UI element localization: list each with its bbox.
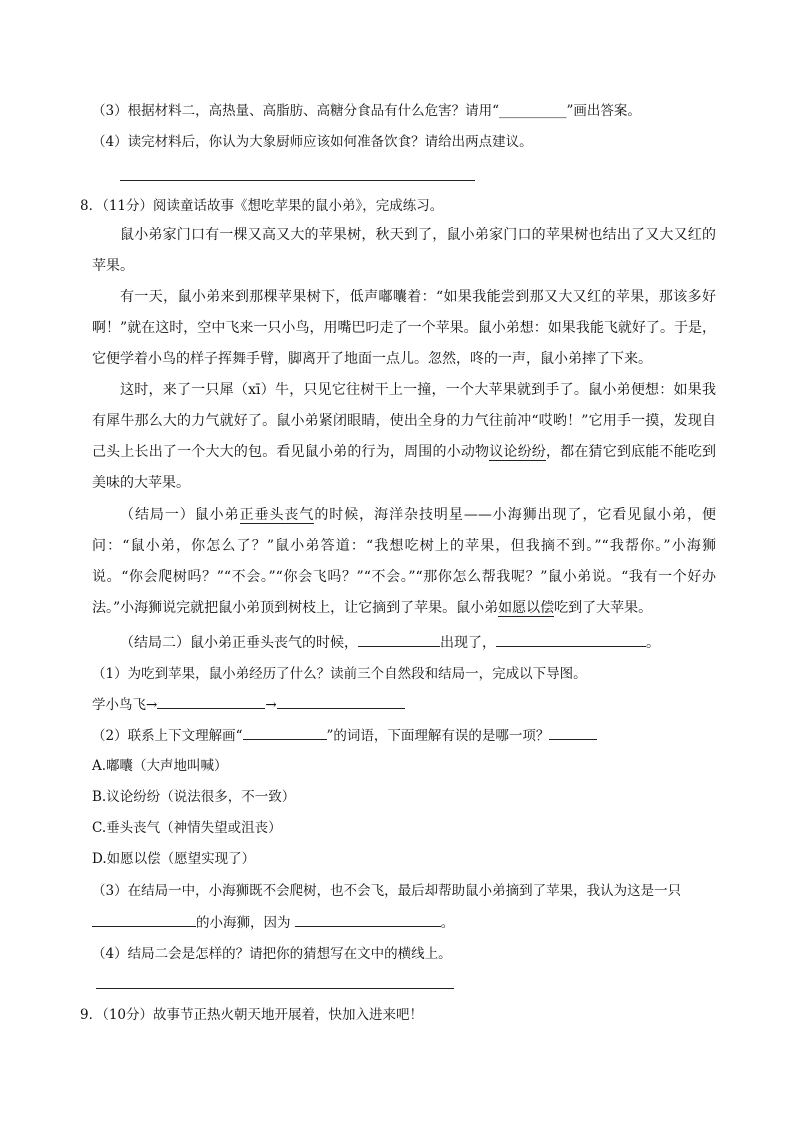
q8-option-a: A.嘟囔（大声地叫喊） bbox=[92, 758, 228, 774]
highlight-yilunfenfen: 议论纷纷 bbox=[489, 444, 546, 460]
q8-sub3-line1: （3）在结局一中，小海狮既不会爬树，也不会飞，最后却帮助鼠小弟摘到了苹果，我认为这是一只 bbox=[92, 883, 682, 899]
q8-sub1: （1）为吃到苹果，鼠小弟经历了什么？读前三个自然段和结局一，完成以下导图。 bbox=[92, 666, 587, 682]
arrow-icon: → bbox=[146, 697, 158, 713]
q8-paragraph-1: 鼠小弟家门口有一棵又高又大的苹果树，秋天到了，鼠小弟家门口的苹果树也结出了又大又红的苹果。 bbox=[92, 227, 716, 274]
q8-flow-chart bbox=[92, 694, 712, 715]
ending2-blank-2[interactable] bbox=[496, 632, 646, 647]
q8-paragraph-3: 这时，来了一只犀（xī）牛，只见它往树干上一撞，一个大苹果就到手了。鼠小弟便想：如果我有犀牛那么大的力气就好了。鼠小弟紧闭眼睛，使出全身的力气往前冲“哎哟！”它用手一摸，发现自己头上长出了一个大大的包。看见鼠小弟的行为，周围的小动物议论纷纷，都在猜它到底能不能吃到美味的大苹果。 bbox=[92, 382, 717, 491]
flow-start: 学小鸟飞 bbox=[92, 697, 146, 713]
q9-header: 9．（10分）故事节正热火朝天地开展着，快加入进来吧！ bbox=[80, 1007, 424, 1023]
q8-sub2: （2）联系上下文理解画“ ”的词语，下面理解有误的是哪一项？ bbox=[92, 725, 712, 746]
q8-option-c: C.垂头丧气（神情失望或沮丧） bbox=[92, 820, 282, 836]
ending2-blank-1[interactable] bbox=[358, 632, 440, 647]
q8-ending-1: （结局一）鼠小弟正垂头丧气的时候，海洋杂技明星——小海狮出现了，它看见鼠小弟，便问：“鼠小弟，你怎么了？”鼠小弟答道：“我想吃树上的苹果，但我摘不到。”“我帮你。”小海狮说。“你会爬树吗？”“不会。”“你会飞吗？”“不会。”“那你怎么帮我呢？”鼠小弟说。“我有一个好办法。”小海狮说完就把鼠小弟顶到树枝上，让它摘到了苹果。鼠小弟如愿以偿吃到了大苹果。 bbox=[92, 507, 717, 616]
flow-blank-1[interactable] bbox=[157, 694, 265, 709]
q8-sub3-line2: 的小海狮，因为 。 bbox=[92, 912, 712, 933]
sub3-blank-1[interactable] bbox=[92, 912, 196, 927]
q8-paragraph-2: 有一天，鼠小弟来到那棵苹果树下，低声嘟囔着：“如果我能尝到那又大又红的苹果，那该多好啊！”就在这时，空中飞来一只小鸟，用嘴巴叼走了一个苹果。鼠小弟想：如果我能飞就好了。于是，它便学着小鸟的样子挥舞手臂，脚离开了地面一点儿。忽然，咚的一声，鼠小弟摔了下来。 bbox=[92, 289, 716, 367]
answer-line-q8[interactable] bbox=[96, 988, 454, 989]
q7-sub4: （4）读完材料后，你认为大象厨师应该如何准备饮食？请给出两点建议。 bbox=[92, 134, 533, 150]
sub2-underline-sample bbox=[243, 725, 327, 740]
highlight-ruyuanyichang: 如愿以偿 bbox=[498, 600, 555, 616]
q8-ending-2: （结局二）鼠小弟正垂头丧气的时候， 出现了， 。 bbox=[92, 632, 712, 653]
highlight-chuitousangqi: 正垂头丧气 bbox=[239, 507, 315, 523]
sub2-answer-blank[interactable] bbox=[549, 725, 597, 740]
sub3-blank-2[interactable] bbox=[295, 912, 441, 927]
answer-line-q7[interactable] bbox=[120, 180, 475, 181]
q8-header: 8．（11分）阅读童话故事《想吃苹果的鼠小弟》，完成练习。 bbox=[80, 198, 444, 214]
flow-blank-2[interactable] bbox=[277, 694, 405, 709]
arrow-icon: → bbox=[265, 697, 277, 713]
q8-option-d: D.如愿以偿（愿望实现了） bbox=[92, 851, 256, 867]
q8-option-b: B.议论纷纷（说法很多，不一致） bbox=[92, 789, 296, 805]
q7-sub3: （3）根据材料二，高热量、高脂肪、高糖分食品有什么危害？请用“__________”画出答案。 bbox=[92, 103, 641, 119]
q8-sub4: （4）结局二会是怎样的？请把你的猜想写在文中的横线上。 bbox=[92, 946, 452, 962]
